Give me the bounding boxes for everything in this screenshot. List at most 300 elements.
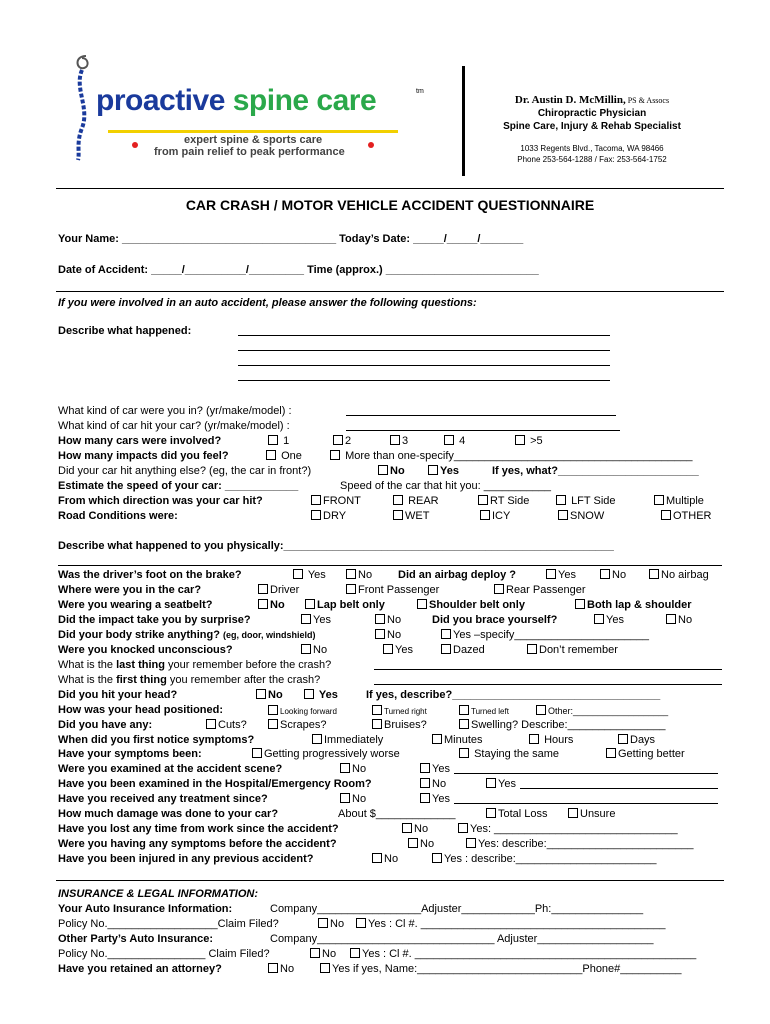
claim-no-1[interactable] <box>318 918 344 931</box>
where-rear-pass-label: Rear Passenger <box>506 584 586 596</box>
notice-hours-label: Hours <box>544 734 574 746</box>
having-sym-no[interactable] <box>408 838 434 851</box>
seatbelt-lap[interactable] <box>305 599 385 612</box>
checkbox[interactable] <box>378 465 388 475</box>
hit-else-no-label: No <box>390 465 405 477</box>
checkbox[interactable] <box>372 705 382 715</box>
checkbox[interactable] <box>268 719 278 729</box>
injured-prev-yes[interactable] <box>432 853 656 866</box>
claim-yes-2-label: Yes : Cl #. ______________________________________________ <box>362 948 697 960</box>
have-cuts[interactable] <box>206 719 247 732</box>
hit-head-yes[interactable] <box>304 689 338 702</box>
checkbox[interactable] <box>420 793 430 803</box>
bullet-left-icon <box>132 142 138 148</box>
impact-more[interactable] <box>330 450 693 463</box>
damage-unsure-label: Unsure <box>580 808 616 820</box>
scene-yes-label: Yes <box>432 763 450 775</box>
have-bruises-label: Bruises? <box>384 719 427 731</box>
sym-better-label: Getting better <box>618 748 685 760</box>
foot-yes[interactable] <box>293 569 326 582</box>
surprise-no-label: No <box>387 614 402 626</box>
checkbox[interactable] <box>600 569 610 579</box>
strike-text: Did your body strike anything? <box>58 629 220 641</box>
attorney-label: Have you retained an attorney? <box>58 963 222 975</box>
describe-line-3[interactable] <box>238 365 610 366</box>
where-label: Where were you in the car? <box>58 584 202 596</box>
brace-label: Did you brace yourself? <box>432 614 558 626</box>
checkbox[interactable] <box>486 778 496 788</box>
knocked-dont-remember-label: Don’t remember <box>539 644 618 656</box>
impacts-label: How many impacts did you feel? <box>58 450 229 462</box>
hit-else-label: Did your car hit anything else? (eg, the car in front?) <box>58 465 312 477</box>
first-thing-line[interactable] <box>374 684 722 685</box>
surprise-yes[interactable] <box>301 614 331 627</box>
injured-prev-no[interactable] <box>372 853 398 866</box>
checkbox[interactable] <box>305 599 315 609</box>
tagline-2: from pain relief to peak performance <box>154 146 345 158</box>
damage-unsure[interactable] <box>568 808 615 821</box>
treatment-no-label: No <box>352 793 367 805</box>
checkbox[interactable] <box>311 495 321 505</box>
checkbox[interactable] <box>466 838 476 848</box>
checkbox[interactable] <box>372 853 382 863</box>
scene-yes[interactable] <box>420 763 450 776</box>
dir-lft[interactable] <box>556 495 616 508</box>
hit-else-no[interactable] <box>378 465 405 478</box>
last-thing-line[interactable] <box>374 669 722 670</box>
checkbox[interactable] <box>480 510 490 520</box>
logo-word-b: spine care <box>232 84 377 117</box>
checkbox[interactable] <box>618 734 628 744</box>
checkbox[interactable] <box>666 614 676 624</box>
first-notice-label: When did you first notice symptoms? <box>58 734 255 746</box>
checkbox[interactable] <box>459 705 469 715</box>
road-snow[interactable] <box>558 510 604 523</box>
where-driver-label: Driver <box>270 584 300 596</box>
dir-lft-label: LFT Side <box>571 495 616 507</box>
kind-car-line[interactable] <box>346 415 616 416</box>
describe-label: Describe what happened: <box>58 325 192 337</box>
have-bruises[interactable] <box>372 719 427 732</box>
checkbox[interactable] <box>311 510 321 520</box>
kind-car-label: What kind of car were you in? (yr/make/model) : <box>58 405 292 417</box>
have-any-label: Did you have any: <box>58 719 153 731</box>
where-rear-pass[interactable] <box>494 584 586 597</box>
checkbox[interactable] <box>494 584 504 594</box>
damage-total-label: Total Loss <box>498 808 548 820</box>
checkbox[interactable] <box>268 963 278 973</box>
describe-line-2[interactable] <box>238 350 610 351</box>
head-other[interactable] <box>536 705 668 718</box>
checkbox[interactable] <box>375 614 385 624</box>
checkbox[interactable] <box>402 823 412 833</box>
where-driver[interactable] <box>258 584 299 597</box>
no-airbag-label: No airbag <box>661 569 709 581</box>
checkbox[interactable] <box>268 435 278 445</box>
head-looking-label: Looking forward <box>280 707 337 716</box>
opt-1[interactable] <box>268 435 289 448</box>
your-name-row[interactable]: Your Name: ___________________________________ Today’s Date: _____/_____/_______ <box>58 233 524 245</box>
logo-underline <box>108 130 398 133</box>
checkbox[interactable] <box>420 763 430 773</box>
seatbelt-label: Were you wearing a seatbelt? <box>58 599 213 611</box>
seatbelt-both[interactable] <box>575 599 692 612</box>
opt-2[interactable] <box>333 435 351 448</box>
checkbox[interactable] <box>558 510 568 520</box>
policy-1[interactable]: Policy No.__________________Claim Filed? <box>58 918 279 930</box>
hosp-no[interactable] <box>420 778 446 791</box>
checkbox[interactable] <box>428 465 438 475</box>
lost-time-yes[interactable] <box>458 823 678 836</box>
knocked-dazed[interactable] <box>441 644 485 657</box>
checkbox[interactable] <box>432 853 442 863</box>
checkbox[interactable] <box>256 689 266 699</box>
attorney-no[interactable] <box>268 963 294 976</box>
last-thing-a: What is the <box>58 659 117 671</box>
notice-days[interactable] <box>618 734 655 747</box>
physically-line-2[interactable] <box>58 565 722 566</box>
header-divider <box>462 66 465 176</box>
lost-time-label: Have you lost any time from work since the accident? <box>58 823 339 835</box>
road-wet-label: WET <box>405 510 430 522</box>
opt-5-label: >5 <box>530 435 543 447</box>
opt-2-label: 2 <box>345 435 352 447</box>
sym-same[interactable] <box>459 748 559 761</box>
treatment-label: Have you received any treatment since? <box>58 793 268 805</box>
hit-head-no[interactable] <box>256 689 283 702</box>
strike-yes[interactable] <box>441 629 649 642</box>
impact-one-label: One <box>281 450 302 462</box>
checkbox[interactable] <box>420 778 430 788</box>
checkbox[interactable] <box>459 748 469 758</box>
doctor-name <box>474 94 710 106</box>
checkbox[interactable] <box>356 918 366 928</box>
road-icy-label: ICY <box>492 510 511 522</box>
no-airbag[interactable] <box>649 569 709 582</box>
checkbox[interactable] <box>459 719 469 729</box>
company-2[interactable]: Company_____________________________ Adjuster___________________ <box>270 933 654 945</box>
checkbox[interactable] <box>310 948 320 958</box>
airbag-yes[interactable] <box>546 569 576 582</box>
surprise-no[interactable] <box>375 614 401 627</box>
knocked-yes-label: Yes <box>395 644 413 656</box>
describe-line-4[interactable] <box>238 380 610 381</box>
checkbox[interactable] <box>293 569 303 579</box>
logo-wordmark <box>96 84 376 118</box>
hosp-yes[interactable] <box>486 778 516 791</box>
having-sym-no-label: No <box>420 838 435 850</box>
notice-minutes[interactable] <box>432 734 483 747</box>
knocked-dont-remember[interactable] <box>527 644 618 657</box>
damage-label: How much damage was done to your car? <box>58 808 279 820</box>
road-other[interactable] <box>661 510 712 523</box>
attorney-yes[interactable] <box>320 963 681 976</box>
dir-rear-label: REAR <box>408 495 439 507</box>
sym-better[interactable] <box>606 748 685 761</box>
hosp-line[interactable] <box>520 788 718 789</box>
notice-immediately[interactable] <box>312 734 383 747</box>
claim-yes-1-label: Yes : Cl #. ________________________________________ <box>368 918 666 930</box>
airbag-yes-label: Yes <box>558 569 576 581</box>
checkbox[interactable] <box>258 599 268 609</box>
claim-no-2-label: No <box>322 948 337 960</box>
treatment-yes-label: Yes <box>432 793 450 805</box>
checkbox[interactable] <box>340 793 350 803</box>
checkbox[interactable] <box>350 948 360 958</box>
head-turned-left-label: Turned left <box>471 707 509 716</box>
checkbox[interactable] <box>312 734 322 744</box>
sym-same-label: Staying the same <box>474 748 560 760</box>
attorney-no-label: No <box>280 963 295 975</box>
damage-about[interactable]: About $_____________ <box>338 808 456 820</box>
checkbox[interactable] <box>575 599 585 609</box>
checkbox[interactable] <box>458 823 468 833</box>
have-scrapes-label: Scrapes? <box>280 719 327 731</box>
attorney-yes-label: Yes if yes, Name:___________________________Phone#__________ <box>332 963 682 975</box>
physically-row[interactable]: Describe what happened to you physically:______________________________________________________ <box>58 540 614 552</box>
road-label: Road Conditions were: <box>58 510 178 522</box>
treatment-no[interactable] <box>340 793 366 806</box>
head-other-label: Other:___________________ <box>548 706 669 716</box>
checkbox[interactable] <box>649 569 659 579</box>
checkbox[interactable] <box>372 719 382 729</box>
strike-no-label: No <box>387 629 402 641</box>
opt-4[interactable] <box>444 435 465 448</box>
brace-yes[interactable] <box>594 614 624 627</box>
first-thing-c: you remember after the crash? <box>166 674 321 686</box>
scene-no-label: No <box>352 763 367 775</box>
checkbox[interactable] <box>546 569 556 579</box>
head-pos-label: How was your head positioned: <box>58 704 224 716</box>
first-thing-label <box>58 674 320 687</box>
road-dry[interactable] <box>311 510 346 523</box>
checkbox[interactable] <box>654 495 664 505</box>
title-2: Spine Care, Injury & Rehab Specialist <box>503 121 681 132</box>
checkbox[interactable] <box>252 748 262 758</box>
dir-rear[interactable] <box>393 495 439 508</box>
if-yes-what[interactable]: If yes, what?_______________________ <box>492 465 699 477</box>
claim-no-2[interactable] <box>310 948 336 961</box>
have-swelling-label: Swelling? Describe:________________ <box>471 719 666 731</box>
treatment-line[interactable] <box>454 803 718 804</box>
head-turned-right[interactable] <box>372 705 427 718</box>
checkbox[interactable] <box>258 584 268 594</box>
checkbox[interactable] <box>301 644 311 654</box>
checkbox[interactable] <box>390 435 400 445</box>
opt-4-label: 4 <box>459 435 466 447</box>
logo-word-a: proactive <box>96 84 233 117</box>
claim-yes-2[interactable] <box>350 948 696 961</box>
checkbox[interactable] <box>441 644 451 654</box>
examined-scene-label: Were you examined at the accident scene? <box>58 763 283 775</box>
opt-3[interactable] <box>390 435 408 448</box>
checkbox[interactable] <box>393 510 403 520</box>
impact-more-label: More than one-specify_______________________________________ <box>345 450 693 462</box>
opt-1-label: 1 <box>283 435 290 447</box>
strike-no[interactable] <box>375 629 401 642</box>
insurance-rule <box>56 880 724 881</box>
intro-text: If you were involved in an auto accident, please answer the following questions: <box>58 297 477 309</box>
checkbox[interactable] <box>375 629 385 639</box>
checkbox[interactable] <box>661 510 671 520</box>
checkbox[interactable] <box>529 734 539 744</box>
policy-2[interactable]: Policy No.________________ Claim Filed? <box>58 948 270 960</box>
road-dry-label: DRY <box>323 510 347 522</box>
hit-else-yes-label: Yes <box>440 465 459 477</box>
foot-yes-label: Yes <box>307 569 326 581</box>
opt-5[interactable] <box>515 435 543 448</box>
foot-no-label: No <box>358 569 373 581</box>
checkbox[interactable] <box>268 705 278 715</box>
scene-no[interactable] <box>340 763 366 776</box>
have-scrapes[interactable] <box>268 719 326 732</box>
claim-no-1-label: No <box>330 918 345 930</box>
lost-time-no[interactable] <box>402 823 428 836</box>
hit-head-label: Did you hit your head? <box>58 689 178 701</box>
brace-no[interactable] <box>666 614 692 627</box>
seatbelt-both-label: Both lap & shoulder <box>587 599 692 611</box>
foot-label: Was the driver’s foot on the brake? <box>58 569 242 581</box>
knocked-yes[interactable] <box>383 644 413 657</box>
checkbox[interactable] <box>486 808 496 818</box>
dir-rt[interactable] <box>478 495 529 508</box>
checkbox[interactable] <box>556 495 566 505</box>
checkbox[interactable] <box>515 435 525 445</box>
checkbox[interactable] <box>340 763 350 773</box>
insurance-heading: INSURANCE & LEGAL INFORMATION: <box>58 888 259 900</box>
dir-multiple-label: Multiple <box>666 495 704 507</box>
sym-worse[interactable] <box>252 748 400 761</box>
doctor-suffix: PS & Assocs <box>625 96 670 105</box>
checkbox[interactable] <box>346 569 356 579</box>
checkbox[interactable] <box>444 435 454 445</box>
phone-fax: Phone 253-564-1288 / Fax: 253-564-1752 <box>517 155 667 164</box>
knocked-no-label: No <box>313 644 328 656</box>
sym-worse-label: Getting progressively worse <box>264 748 400 760</box>
checkbox[interactable] <box>527 644 537 654</box>
damage-total[interactable] <box>486 808 548 821</box>
checkbox[interactable] <box>606 748 616 758</box>
checkbox[interactable] <box>266 450 276 460</box>
speed-label[interactable]: Estimate the speed of your car: ____________ <box>58 480 299 492</box>
hosp-yes-label: Yes <box>498 778 516 790</box>
last-thing-c: your remember before the crash? <box>164 659 332 671</box>
checkbox[interactable] <box>304 689 314 699</box>
symptoms-been-label: Have your symptoms been: <box>58 748 202 760</box>
notice-immediately-label: Immediately <box>324 734 384 746</box>
hit-head-no-label: No <box>268 689 283 701</box>
foot-no[interactable] <box>346 569 372 582</box>
hit-head-describe[interactable]: If yes, describe?__________________________________ <box>366 689 661 701</box>
form-title: CAR CRASH / MOTOR VEHICLE ACCIDENT QUESTIONNAIRE <box>185 197 595 213</box>
dir-front[interactable] <box>311 495 361 508</box>
notice-hours[interactable] <box>529 734 573 747</box>
first-thing-b: first thing <box>116 674 167 686</box>
last-thing-b: last thing <box>116 659 165 671</box>
seatbelt-no-label: No <box>270 599 285 611</box>
knocked-no[interactable] <box>301 644 327 657</box>
checkbox[interactable] <box>568 808 578 818</box>
checkbox[interactable] <box>536 705 546 715</box>
checkbox[interactable] <box>320 963 330 973</box>
checkbox[interactable] <box>432 734 442 744</box>
notice-days-label: Days <box>630 734 656 746</box>
dir-rt-label: RT Side <box>490 495 530 507</box>
kind-hit-line[interactable] <box>346 430 620 431</box>
kind-hit-label: What kind of car hit your car? (yr/make/model) : <box>58 420 290 432</box>
impact-one[interactable] <box>266 450 302 463</box>
seatbelt-shoulder-label: Shoulder belt only <box>429 599 525 611</box>
logo <box>60 48 440 168</box>
have-swelling[interactable] <box>459 719 665 732</box>
checkbox[interactable] <box>417 599 427 609</box>
checkbox[interactable] <box>333 435 343 445</box>
road-icy[interactable] <box>480 510 510 523</box>
seatbelt-no[interactable] <box>258 599 285 612</box>
checkbox[interactable] <box>393 495 403 505</box>
hosp-no-label: No <box>432 778 447 790</box>
claim-yes-1[interactable] <box>356 918 666 931</box>
checkbox[interactable] <box>441 629 451 639</box>
head-turned-right-label: Turned right <box>384 707 427 716</box>
knocked-dazed-label: Dazed <box>453 644 485 656</box>
injured-prev-no-label: No <box>384 853 399 865</box>
checkbox[interactable] <box>330 450 340 460</box>
head-looking[interactable] <box>268 705 337 718</box>
date-of-accident-row[interactable]: Date of Accident: _____/__________/_________ Time (approx.) _________________________ <box>58 264 539 276</box>
checkbox[interactable] <box>408 838 418 848</box>
speed-hit-label[interactable]: Speed of the car that hit you: ___________ <box>340 480 551 492</box>
strike-yes-label: Yes –specify______________________ <box>453 629 649 641</box>
strike-eg: (eg, door, windshield) <box>223 630 316 640</box>
checkbox[interactable] <box>346 584 356 594</box>
airbag-no-label: No <box>612 569 627 581</box>
where-front-pass[interactable] <box>346 584 439 597</box>
last-thing-label <box>58 659 331 672</box>
scene-line[interactable] <box>454 773 718 774</box>
treatment-yes[interactable] <box>420 793 450 806</box>
seatbelt-shoulder[interactable] <box>417 599 525 612</box>
company-1[interactable]: Company_________________Adjuster____________Ph:_______________ <box>270 903 644 915</box>
checkbox[interactable] <box>301 614 311 624</box>
strike-label <box>58 629 316 642</box>
injured-prev-yes-label: Yes : describe:_______________________ <box>444 853 657 865</box>
checkbox[interactable] <box>478 495 488 505</box>
trademark: tm <box>416 88 424 95</box>
lost-time-yes-label: Yes: ______________________________ <box>470 823 678 835</box>
brace-no-label: No <box>678 614 693 626</box>
your-auto-label: Your Auto Insurance Information: <box>58 903 233 915</box>
hit-head-yes-label: Yes <box>318 689 338 701</box>
title-1: Chiropractic Physician <box>537 108 647 119</box>
checkbox[interactable] <box>383 644 393 654</box>
checkbox[interactable] <box>594 614 604 624</box>
having-sym-label: Were you having any symptoms before the accident? <box>58 838 337 850</box>
checkbox[interactable] <box>206 719 216 729</box>
road-wet[interactable] <box>393 510 429 523</box>
checkbox[interactable] <box>318 918 328 928</box>
hit-else-yes[interactable] <box>428 465 459 478</box>
have-cuts-label: Cuts? <box>218 719 247 731</box>
header-rule <box>56 188 724 189</box>
head-turned-left[interactable] <box>459 705 509 718</box>
describe-line-1[interactable] <box>238 335 610 336</box>
having-sym-yes[interactable] <box>466 838 694 851</box>
doctor-info <box>474 94 710 164</box>
airbag-no[interactable] <box>600 569 626 582</box>
knocked-label: Were you knocked unconscious? <box>58 644 233 656</box>
dir-multiple[interactable] <box>654 495 704 508</box>
